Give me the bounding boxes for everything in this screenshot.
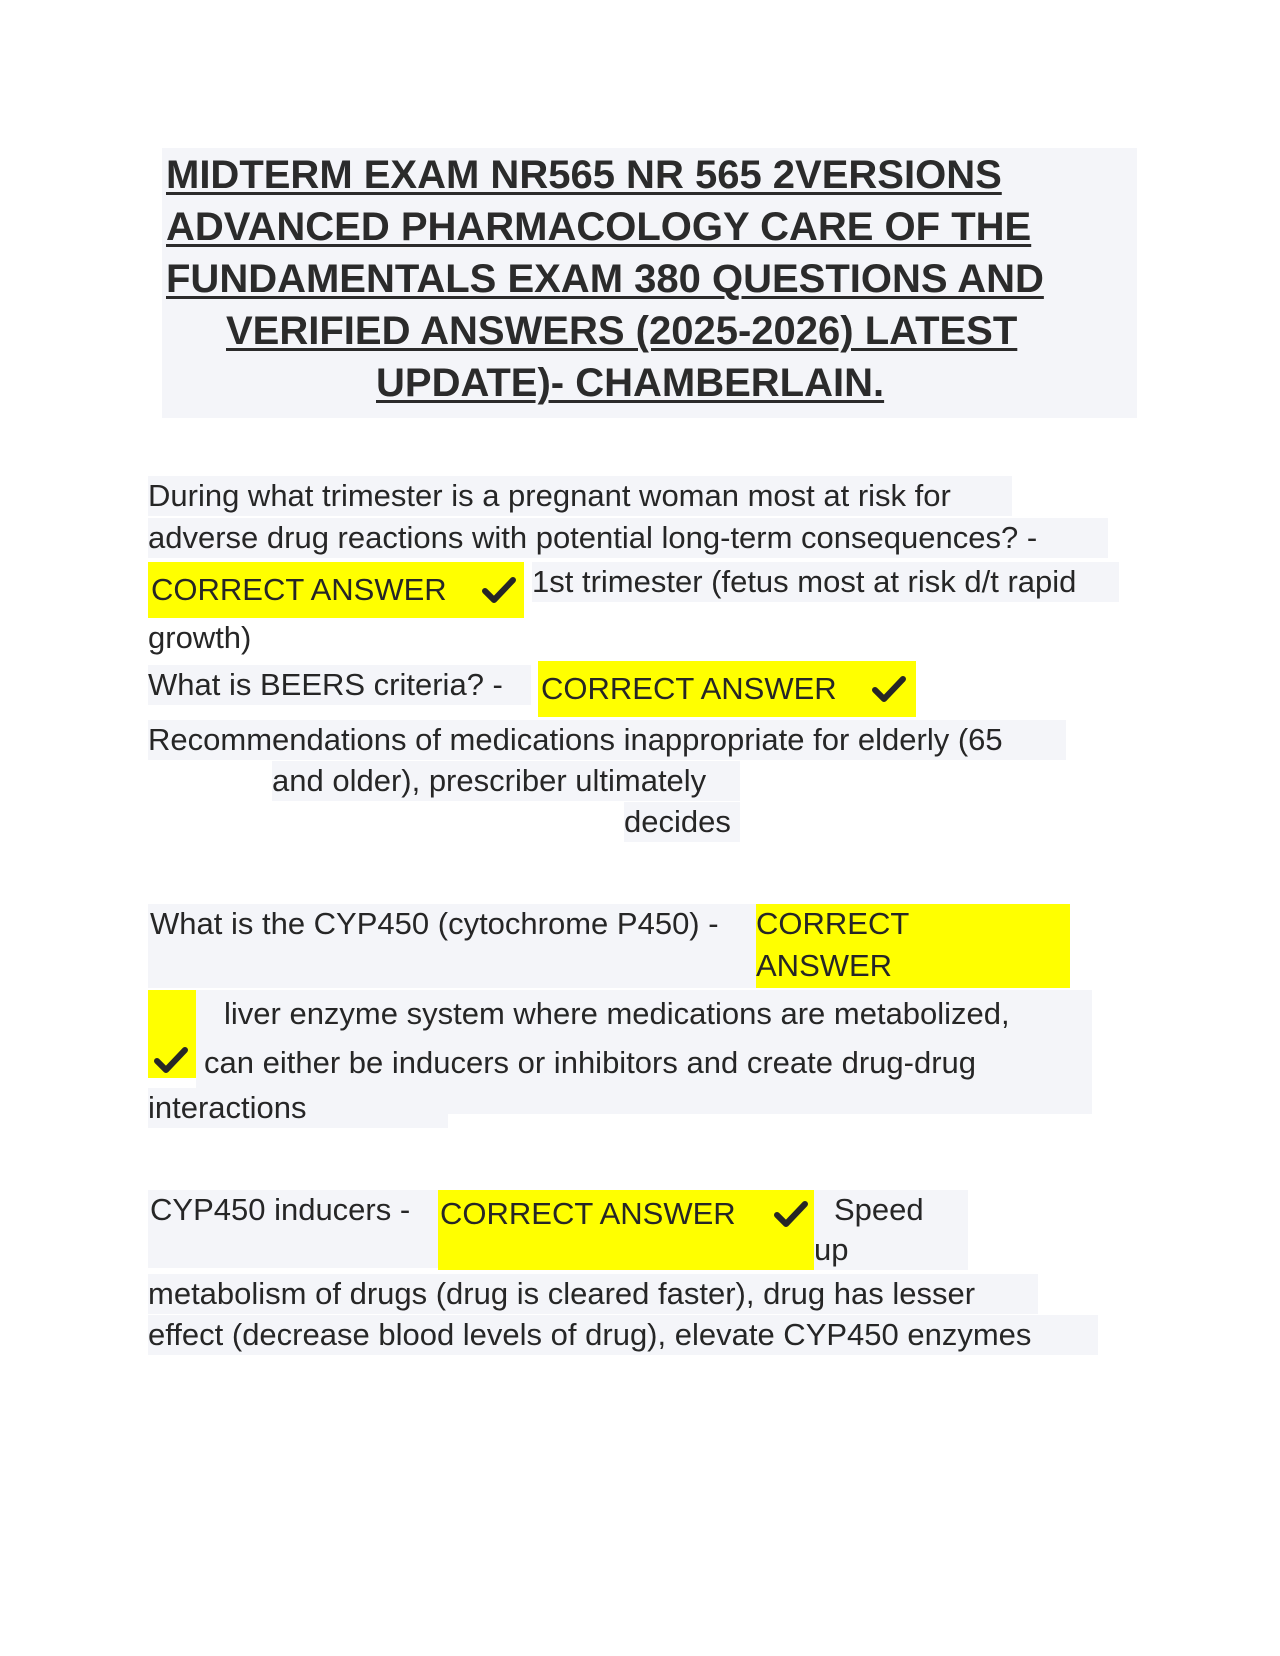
answer-3-line-2: can either be inducers or inhibitors and create drug-drug — [204, 1045, 977, 1080]
title-line-1: MIDTERM EXAM NR565 NR 565 2VERSIONS — [166, 153, 1002, 197]
answer-4-line-1: metabolism of drugs (drug is cleared faster), drug has lesser — [148, 1274, 1038, 1314]
answer-1-line-2: growth) — [148, 620, 252, 655]
title-line-3: FUNDAMENTALS EXAM 380 QUESTIONS AND — [166, 257, 1044, 301]
answer-4-start-block — [814, 1190, 968, 1270]
title-line-4: VERIFIED ANSWERS (2025-2026) LATEST — [226, 309, 1018, 353]
answer-4-word-2: up — [814, 1232, 849, 1267]
correct-answer-label-part-1: CORRECT — [756, 906, 910, 941]
checkmark-highlight-3 — [148, 990, 196, 1078]
question-2: What is BEERS criteria? - — [148, 665, 531, 705]
document-title — [162, 148, 1137, 418]
answer-3-line-1: liver enzyme system where medications are metabolized, — [224, 996, 1010, 1031]
question-1-line-1: During what trimester is a pregnant woman most at risk for — [148, 476, 1012, 516]
question-1-line-2: adverse drug reactions with potential long-term consequences? - — [148, 518, 1108, 558]
answer-2-line-2: and older), prescriber ultimately — [272, 761, 740, 801]
question-4 — [148, 1190, 438, 1268]
checkmark-icon — [154, 1046, 188, 1074]
correct-answer-label: CORRECT ANSWER — [151, 572, 447, 607]
correct-answer-highlight-1 — [148, 562, 524, 618]
correct-answer-highlight-2 — [538, 661, 916, 717]
correct-answer-label: CORRECT ANSWER — [541, 671, 837, 706]
title-line-5: UPDATE)- CHAMBERLAIN. — [376, 361, 885, 405]
correct-answer-label: CORRECT ANSWER — [440, 1196, 736, 1231]
question-4-text: CYP450 inducers - — [150, 1192, 411, 1227]
answer-1-line-1: 1st trimester (fetus most at risk d/t rapid — [532, 562, 1119, 602]
checkmark-icon — [482, 576, 516, 604]
answer-3-line-3: interactions — [148, 1088, 448, 1128]
answer-4-line-2: effect (decrease blood levels of drug), elevate CYP450 enzymes — [148, 1315, 1098, 1355]
answer-2-line-3: decides — [624, 802, 740, 842]
correct-answer-highlight-3 — [756, 904, 1070, 988]
question-3-text: What is the CYP450 (cytochrome P450) - — [150, 906, 719, 941]
correct-answer-highlight-4 — [438, 1190, 814, 1270]
correct-answer-label-part-2: ANSWER — [756, 948, 893, 983]
title-line-2: ADVANCED PHARMACOLOGY CARE OF THE — [166, 205, 1032, 249]
question-3 — [148, 904, 756, 988]
answer-4-word-1: Speed — [834, 1192, 924, 1227]
checkmark-icon — [774, 1200, 808, 1228]
answer-2-line-1: Recommendations of medications inappropriate for elderly (65 — [148, 720, 1066, 760]
checkmark-icon — [872, 675, 906, 703]
